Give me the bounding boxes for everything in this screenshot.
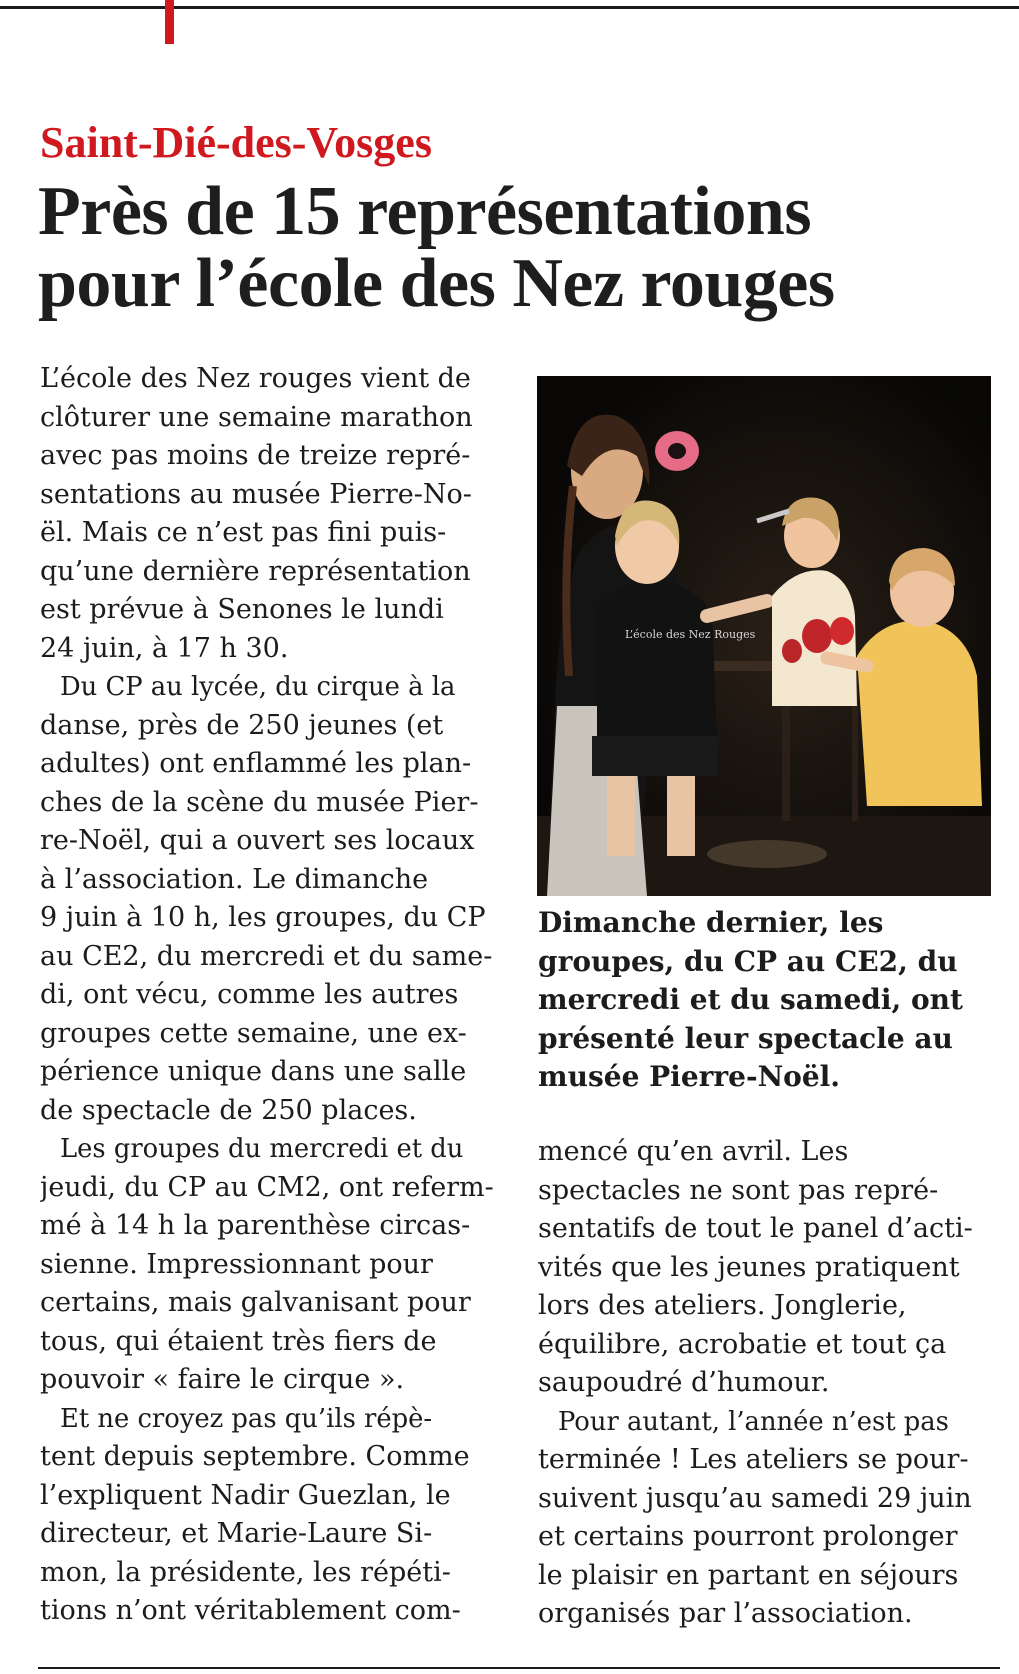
photo-caption: [538, 904, 998, 1097]
top-rule: [0, 6, 1019, 9]
body-text-line: l’expliquent Nadir Guezlan, le: [40, 1479, 451, 1511]
caption-line: musée Pierre-Noël.: [538, 1060, 841, 1093]
body-text-line: qu’une dernière représentation: [40, 555, 471, 587]
body-text-line: sentatifs de tout le panel d’acti-: [538, 1213, 973, 1244]
body-text-line: mencé qu’en avril. Les: [538, 1136, 849, 1167]
body-column-right: [538, 1133, 992, 1634]
body-text-line: danse, près de 250 jeunes (et: [40, 709, 444, 741]
body-text-line: di, ont vécu, comme les autres: [40, 979, 459, 1010]
body-text-line: Pour autant, l’année n’est pas: [558, 1406, 949, 1437]
body-text-line: groupes cette semaine, une ex-: [40, 1017, 467, 1049]
body-text-line: directeur, et Marie-Laure Si-: [40, 1518, 433, 1549]
headline-line-1: Près de 15 représentations: [38, 173, 812, 250]
body-text-line: avec pas moins de treize repré-: [40, 440, 471, 471]
body-text-line: tions n’ont véritablement com-: [40, 1595, 461, 1626]
body-text-line: clôturer une semaine marathon: [40, 401, 473, 433]
body-text-line: au CE2, du mercredi et du same-: [40, 940, 493, 972]
body-text-line: de spectacle de 250 places.: [40, 1094, 417, 1126]
body-text-line: lors des ateliers. Jonglerie,: [538, 1290, 907, 1321]
body-text-line: 9 juin à 10 h, les groupes, du CP: [40, 902, 486, 933]
body-text-line: le plaisir en partant en séjours: [538, 1559, 959, 1591]
caption-line: présenté leur spectacle au: [538, 1021, 953, 1055]
bottom-rule: [38, 1667, 1000, 1669]
body-text-line: pouvoir « faire le cirque ».: [40, 1364, 405, 1395]
body-text-line: à l’association. Le dimanche: [40, 863, 429, 895]
body-text-line: terminée ! Les ateliers se pour-: [538, 1444, 969, 1475]
caption-line: groupes, du CP au CE2, du: [538, 944, 958, 978]
body-text-line: vités que les jeunes pratiquent: [538, 1251, 960, 1283]
body-text-line: mé à 14 h la parenthèse circas-: [40, 1210, 471, 1241]
body-text-line: ches de la scène du musée Pier-: [40, 786, 479, 818]
body-text-line: suivent jusqu’au samedi 29 juin: [538, 1482, 972, 1514]
body-text-line: mon, la présidente, les répéti-: [40, 1556, 451, 1588]
body-text-line: périence unique dans une salle: [40, 1056, 467, 1087]
body-text-line: re-Noël, qui a ouvert ses locaux: [40, 825, 475, 856]
body-text-line: organisés par l’association.: [538, 1598, 913, 1629]
body-text-line: adultes) ont enflammé les plan-: [40, 748, 472, 779]
body-text-line: sentations au musée Pierre-No-: [40, 478, 472, 510]
shirt-print: L’école des Nez Rouges: [625, 628, 756, 641]
body-text-line: Du CP au lycée, du cirque à la: [60, 672, 456, 702]
body-text-line: certains, mais galvanisant pour: [40, 1287, 471, 1318]
kicker-location: Saint-Dié-des-Vosges: [40, 118, 432, 167]
body-text-line: équilibre, acrobatie et tout ça: [538, 1328, 947, 1360]
body-text-line: ël. Mais ce n’est pas fini puis-: [40, 517, 447, 548]
caption-line: mercredi et du samedi, ont: [538, 983, 963, 1016]
body-text-line: est prévue à Senones le lundi: [40, 594, 444, 625]
body-text-line: Les groupes du mercredi et du: [60, 1134, 464, 1164]
body-column-left: [40, 360, 494, 1631]
headline: [38, 173, 998, 322]
stage-photo-illustration: [537, 376, 991, 896]
body-text-line: spectacles ne sont pas repré-: [538, 1174, 939, 1206]
body-text-line: tous, qui étaient très fiers de: [40, 1325, 437, 1357]
body-text-line: L’école des Nez rouges vient de: [40, 363, 471, 394]
article-photo: [537, 376, 991, 896]
body-text-line: et certains pourront prolonger: [538, 1521, 958, 1552]
caption-line: Dimanche dernier, les: [538, 906, 884, 939]
section-marker: [165, 0, 174, 44]
body-text-line: saupoudré d’humour.: [538, 1367, 830, 1398]
headline-line-2: pour l’école des Nez rouges: [38, 245, 835, 322]
body-text-line: 24 juin, à 17 h 30.: [40, 632, 289, 664]
body-text-line: sienne. Impressionnant pour: [40, 1248, 433, 1280]
body-text-line: tent depuis septembre. Comme: [40, 1441, 470, 1472]
body-text-line: Et ne croyez pas qu’ils répè-: [60, 1403, 433, 1434]
body-text-line: jeudi, du CP au CM2, ont referm-: [40, 1171, 494, 1203]
